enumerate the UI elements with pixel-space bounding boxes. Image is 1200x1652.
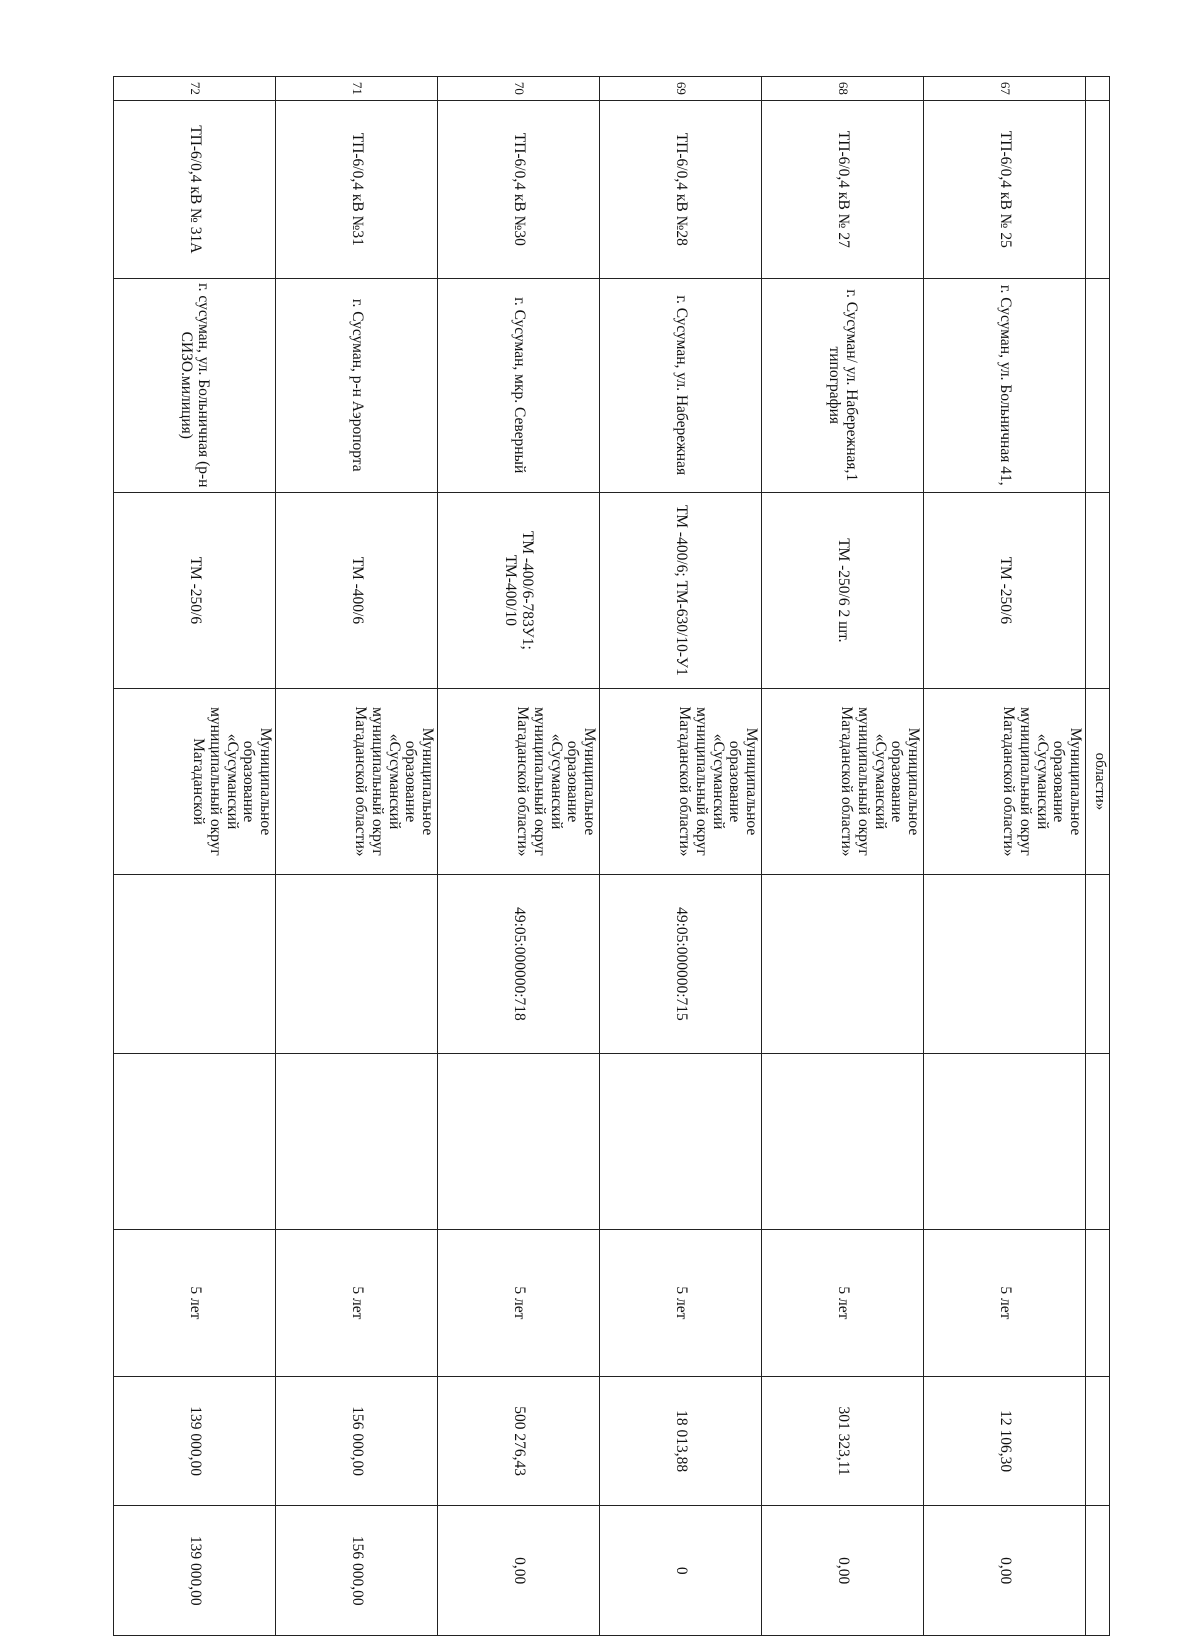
table-row — [762, 77, 924, 1636]
cell-name: ТП-6/0,4 кВ №31 — [276, 100, 438, 278]
table-row — [114, 77, 276, 1636]
cell-cost: 500 276,43 — [438, 1376, 600, 1506]
header-name — [1086, 100, 1110, 278]
cell-owner: Муниципальное образование «Сусуманский муниципальный округ Магаданской области» — [276, 689, 438, 875]
cell-term: 5 лет — [924, 1230, 1086, 1377]
cell-owner: Муниципальное образование «Сусуманский муниципальный округ Магаданской области» — [600, 689, 762, 875]
cell-address: г. сусуман, ул. Больничная (р-н СИЗО.милиция) — [114, 278, 276, 492]
cell-num: 69 — [600, 77, 762, 101]
cell-address: г. Сусуман, мкр. Северный — [438, 278, 600, 492]
header-cost — [1086, 1376, 1110, 1506]
cell-term: 5 лет — [762, 1230, 924, 1377]
cell-num: 71 — [276, 77, 438, 101]
table-row — [438, 77, 600, 1636]
cell-owner: Муниципальное образование «Сусуманский муниципальный округ Магаданской — [114, 689, 276, 875]
cell-blank — [600, 1054, 762, 1230]
cell-residual: 139 000,00 — [114, 1506, 276, 1636]
cell-name: ТП-6/0,4 кВ №28 — [600, 100, 762, 278]
cell-num: 67 — [924, 77, 1086, 101]
cell-cadastral — [924, 874, 1086, 1053]
cell-residual: 0,00 — [762, 1506, 924, 1636]
property-table — [113, 76, 1110, 1636]
header-equipment — [1086, 492, 1110, 688]
cell-cost: 12 106,30 — [924, 1376, 1086, 1506]
cell-name: ТП-6/0,4 кВ № 27 — [762, 100, 924, 278]
cell-blank — [114, 1054, 276, 1230]
cell-owner: Муниципальное образование «Сусуманский муниципальный округ Магаданской области» — [438, 689, 600, 875]
cell-cost: 139 000,00 — [114, 1376, 276, 1506]
header-cadastral — [1086, 874, 1110, 1053]
table-row — [924, 77, 1086, 1636]
cell-term: 5 лет — [276, 1230, 438, 1377]
cell-cadastral: 49:05:000000:715 — [600, 874, 762, 1053]
cell-address: г. Сусуман, ул. Набережная — [600, 278, 762, 492]
cell-address: г. Сусуман, р-н Аэропорта — [276, 278, 438, 492]
header-owner: области» — [1086, 689, 1110, 875]
cell-equipment: ТМ -250/6 — [114, 492, 276, 688]
cell-cadastral: 49:05:000000:718 — [438, 874, 600, 1053]
cell-address: г. Сусуман/ ул. Набережная,1 типография — [762, 278, 924, 492]
cell-term: 5 лет — [114, 1230, 276, 1377]
header-residual — [1086, 1506, 1110, 1636]
cell-blank — [762, 1054, 924, 1230]
cell-residual: 0,00 — [438, 1506, 600, 1636]
cell-cost: 18 013,88 — [600, 1376, 762, 1506]
rotated-table-wrapper — [130, 76, 1110, 1636]
header-blank — [1086, 1054, 1110, 1230]
cell-term: 5 лет — [600, 1230, 762, 1377]
cell-num: 72 — [114, 77, 276, 101]
cell-equipment: ТМ -400/6-783У1; ТМ-400/10 — [438, 492, 600, 688]
cell-cost: 156 000,00 — [276, 1376, 438, 1506]
cell-equipment: ТМ -250/6 2 шт. — [762, 492, 924, 688]
cell-residual: 0 — [600, 1506, 762, 1636]
cell-residual: 0,00 — [924, 1506, 1086, 1636]
cell-owner: Муниципальное образование «Сусуманский муниципальный округ Магаданской области» — [762, 689, 924, 875]
cell-address: г. Сусуман, ул. Больничная 41, — [924, 278, 1086, 492]
header-num — [1086, 77, 1110, 101]
header-address — [1086, 278, 1110, 492]
cell-num: 68 — [762, 77, 924, 101]
cell-name: ТП-6/0,4 кВ № 31А — [114, 100, 276, 278]
cell-owner: Муниципальное образование «Сусуманский муниципальный округ Магаданской области» — [924, 689, 1086, 875]
cell-cadastral — [276, 874, 438, 1053]
cell-cadastral — [762, 874, 924, 1053]
cell-cadastral — [114, 874, 276, 1053]
cell-blank — [276, 1054, 438, 1230]
header-term — [1086, 1230, 1110, 1377]
cell-blank — [924, 1054, 1086, 1230]
cell-blank — [438, 1054, 600, 1230]
table-row — [600, 77, 762, 1636]
cell-equipment: ТМ -400/6; ТМ-630/10-У1 — [600, 492, 762, 688]
cell-term: 5 лет — [438, 1230, 600, 1377]
cell-cost: 301 323,11 — [762, 1376, 924, 1506]
header-row — [1086, 77, 1110, 1636]
cell-name: ТП-6/0,4 кВ №30 — [438, 100, 600, 278]
cell-equipment: ТМ -400/6 — [276, 492, 438, 688]
cell-num: 70 — [438, 77, 600, 101]
table-row — [276, 77, 438, 1636]
cell-name: ТП-6/0,4 кВ № 25 — [924, 100, 1086, 278]
cell-equipment: ТМ -250/6 — [924, 492, 1086, 688]
cell-residual: 156 000,00 — [276, 1506, 438, 1636]
